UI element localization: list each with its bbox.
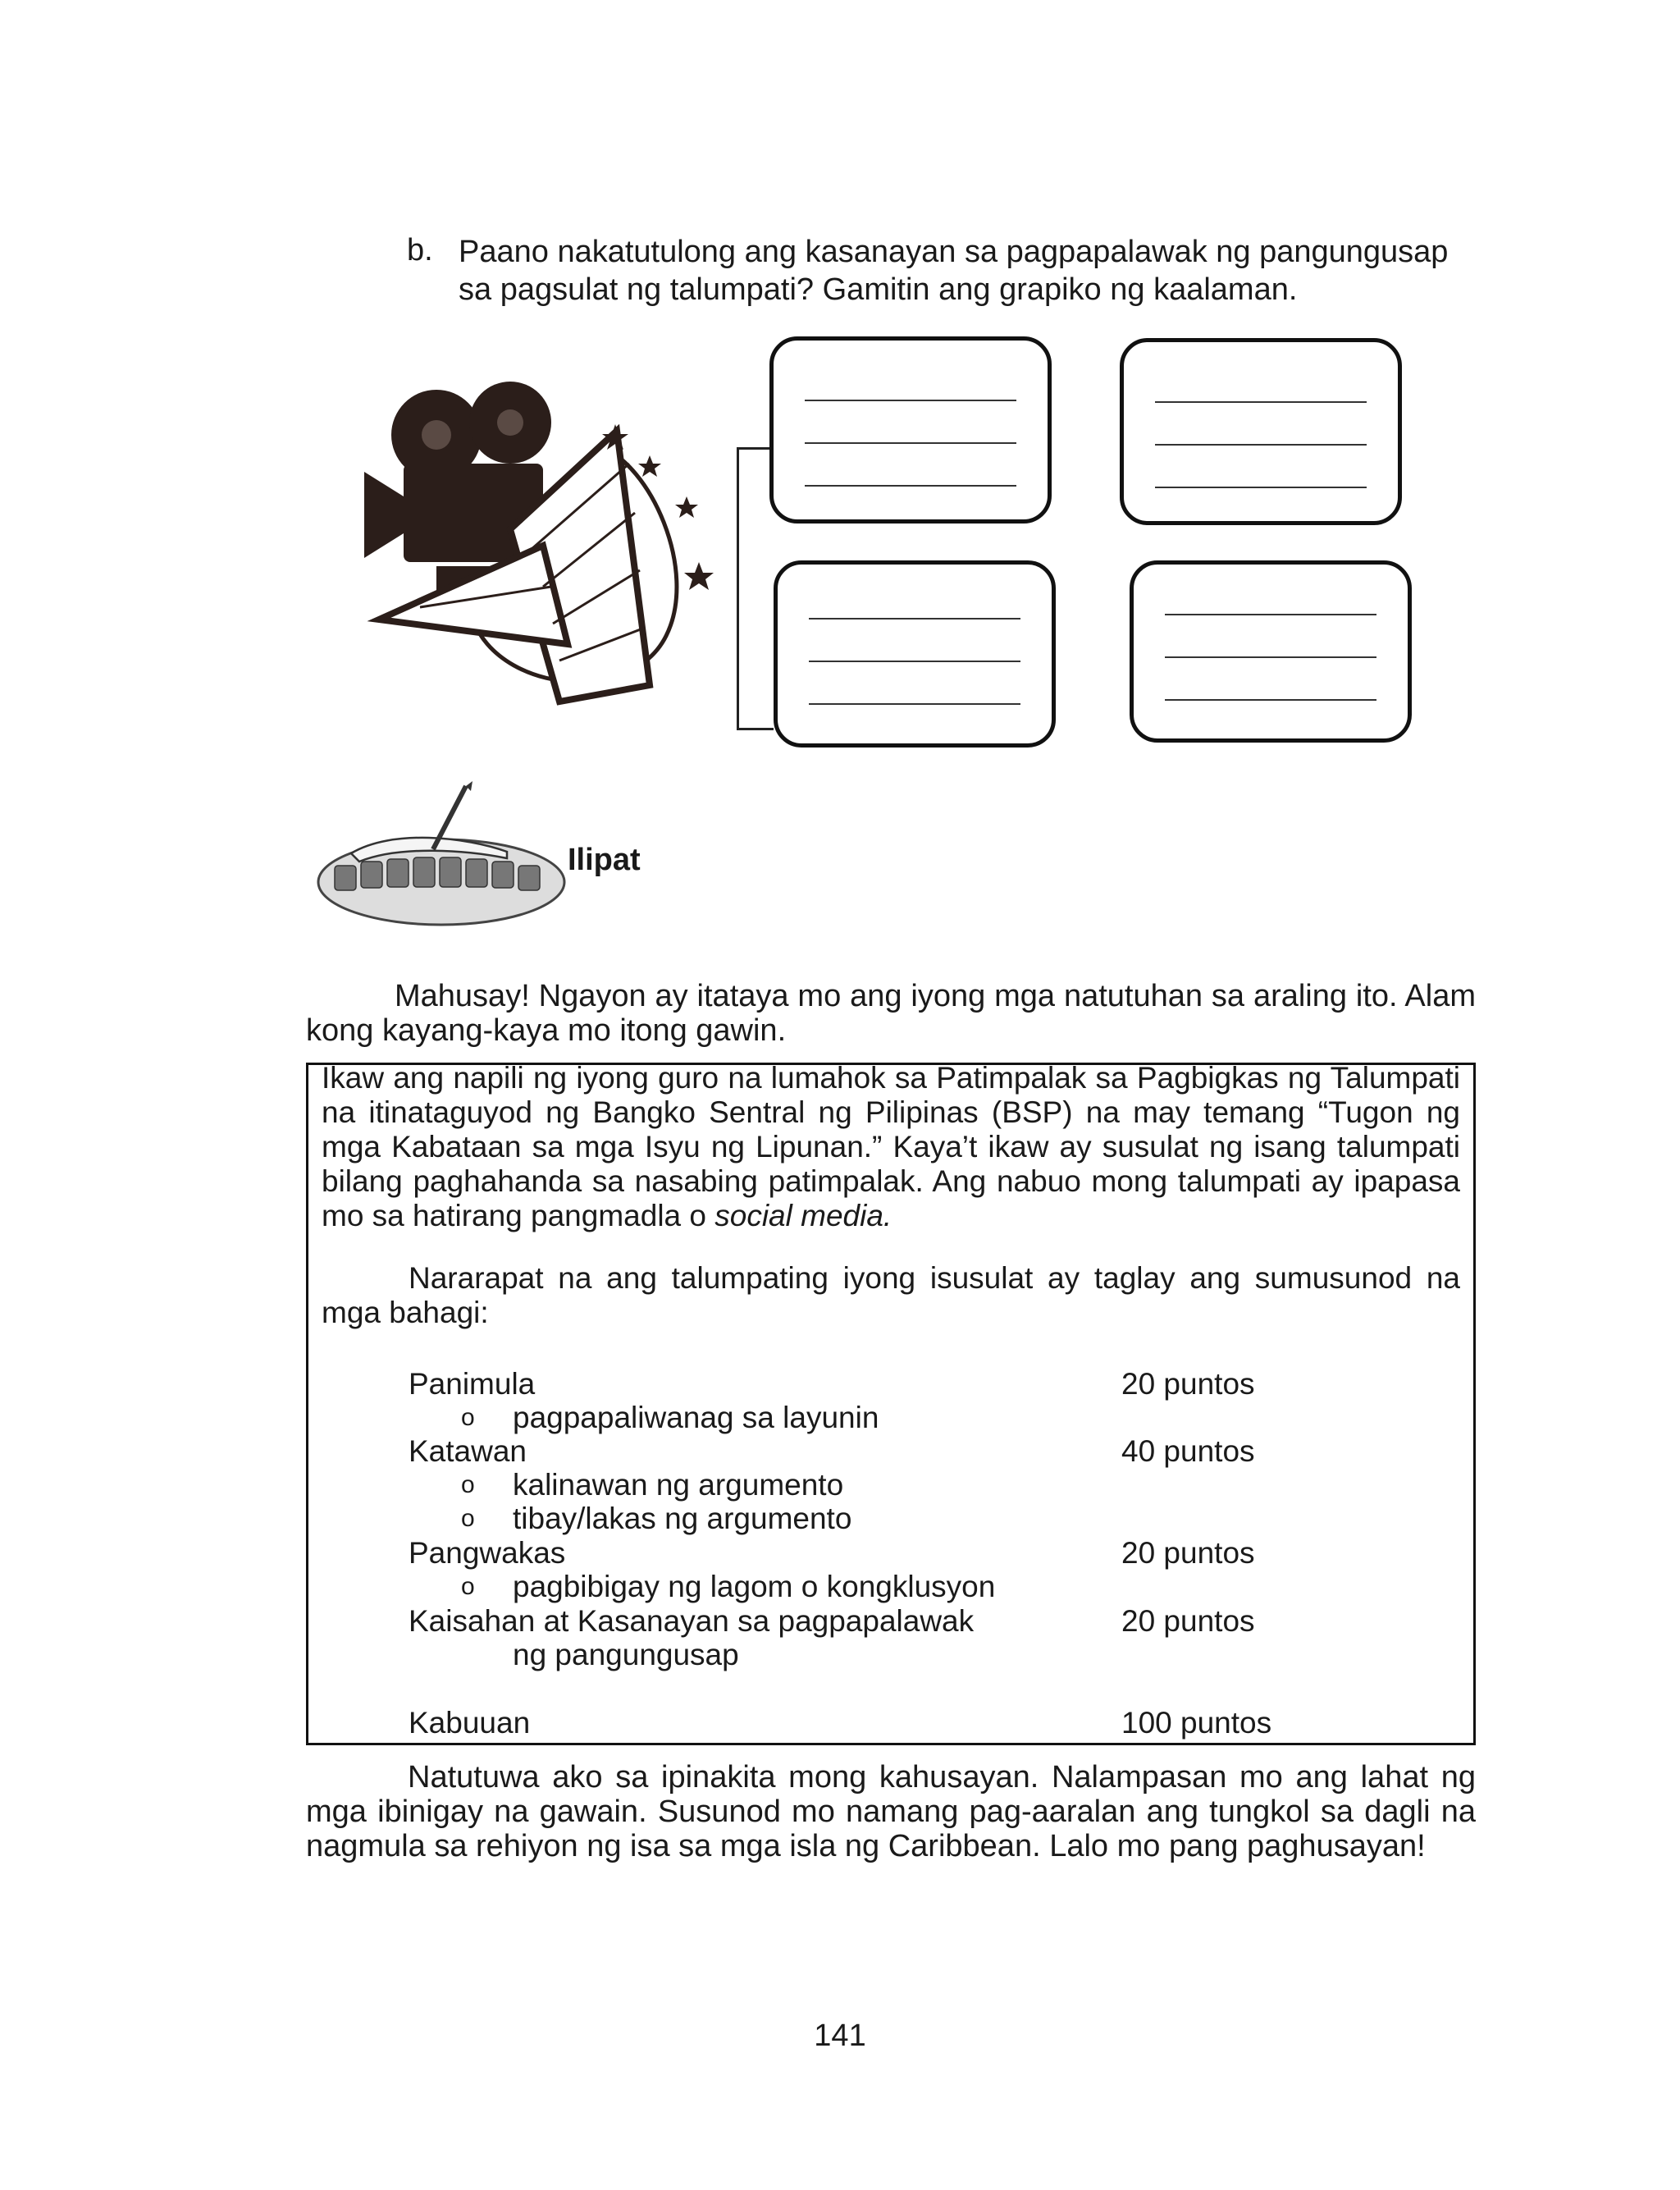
rubric-points: 20 puntos	[1121, 1604, 1255, 1638]
organizer-box[interactable]	[1130, 560, 1412, 743]
organizer-box[interactable]	[774, 560, 1056, 748]
organizer-bracket	[737, 447, 774, 730]
total-points: 100 puntos	[1121, 1706, 1272, 1740]
bullet-icon: o	[461, 1471, 475, 1498]
rubric-part: Pangwakas	[409, 1536, 566, 1570]
rubric-part: Kaisahan at Kasanayan sa pagpapalawak	[409, 1604, 975, 1638]
italic-term: social media.	[714, 1199, 892, 1232]
total-label: Kabuuan	[409, 1706, 531, 1740]
rubric-subitem: pagpapaliwanag sa layunin	[513, 1401, 879, 1434]
question-text: Paano nakatutulong ang kasanayan sa pagpapalawak ng pangungusap sa pagsulat ng talumpati? Gamitin ang grapiko ng kaalaman.	[459, 235, 1449, 307]
organizer-box[interactable]	[1120, 338, 1402, 525]
writing-hand-icon	[302, 780, 566, 944]
rubric-points: 20 puntos	[1121, 1367, 1255, 1401]
rubric-part: Katawan	[409, 1434, 527, 1468]
rubric-points: 40 puntos	[1121, 1434, 1255, 1468]
rubric-subitem: kalinawan ng argumento	[513, 1468, 844, 1502]
rubric-points: 20 puntos	[1121, 1536, 1255, 1570]
rubric-part-continued: ng pangungusap	[513, 1638, 739, 1671]
page-number: 141	[814, 2019, 866, 2053]
closing-paragraph: Natutuwa ako sa ipinakita mong kahusayan. Nalampasan mo ang lahat ng mga ibinigay na gawain. Susunod mo namang pag-aaralan ang tungkol sa dagli na nagmula sa rehiyon ng isa sa mga isla ng Caribbean. Lalo mo pang paghusayan!	[306, 1760, 1476, 1863]
section-title: Ilipat	[568, 843, 641, 877]
bullet-icon: o	[461, 1573, 475, 1600]
question-letter: b.	[407, 233, 433, 267]
film-camera-icon	[354, 373, 715, 722]
rubric-subitem: pagbibigay ng lagom o kongklusyon	[513, 1570, 996, 1603]
rubric-subitem: tibay/lakas ng argumento	[513, 1502, 852, 1535]
bullet-icon: o	[461, 1505, 475, 1532]
task-paragraph-2: Nararapat na ang talumpating iyong isusulat ay taglay ang sumusunod na mga bahagi:	[322, 1261, 1460, 1329]
task-paragraph-1: Ikaw ang napili ng iyong guro na lumahok sa Patimpalak sa Pagbigkas ng Talumpati na itinataguyod ng Bangko Sentral ng Pilipinas (BSP) na may temang “Tugon ng mga Kabataan sa mga Isyu ng Lipunan.” Kaya’t ikaw ay susulat ng isang talumpati bilang paghahanda sa nasabing patimpalak. Ang nabuo mong talumpati ay ipapasa mo sa hatirang pangmadla o social media.	[322, 1061, 1460, 1232]
organizer-box[interactable]	[769, 336, 1052, 523]
intro-paragraph: Mahusay! Ngayon ay itataya mo ang iyong mga natutuhan sa araling ito. Alam kong kayang-kaya mo itong gawin.	[306, 979, 1476, 1048]
bullet-icon: o	[461, 1404, 475, 1431]
rubric-part: Panimula	[409, 1367, 536, 1401]
